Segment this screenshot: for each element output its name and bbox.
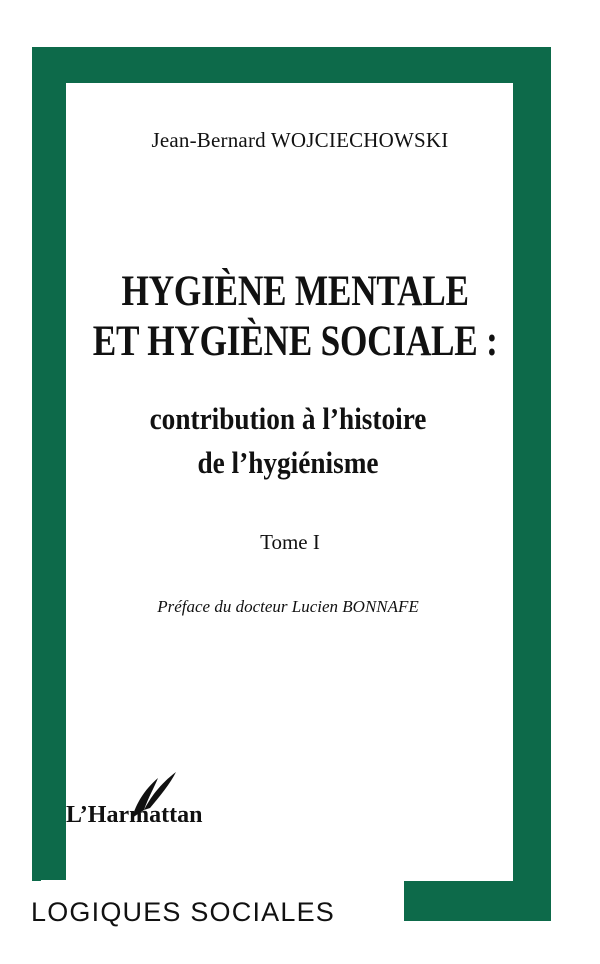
- subtitle-line: de l’hygiénisme: [197, 445, 379, 480]
- title-line: HYGIÈNE MENTALE: [121, 268, 469, 315]
- book-title: [53, 267, 537, 367]
- book-subtitle: [35, 397, 542, 485]
- frame-left-notch: [32, 875, 41, 881]
- volume-label: Tome I: [260, 530, 320, 554]
- frame-top-bar: [32, 47, 551, 83]
- title-line: ET HYGIÈNE SOCIALE :: [92, 318, 498, 365]
- author-name: Jean-Bernard WOJCIECHOWSKI: [151, 128, 449, 152]
- preface-credit: Préface du docteur Lucien BONNAFE: [157, 597, 419, 616]
- frame-bottom-strip: [404, 881, 551, 921]
- subtitle-line: contribution à l’histoire: [149, 401, 427, 436]
- series-name: LOGIQUES SOCIALES: [31, 897, 335, 927]
- publisher-name: L’Harmattan: [66, 802, 203, 828]
- publisher-logo: [50, 796, 250, 856]
